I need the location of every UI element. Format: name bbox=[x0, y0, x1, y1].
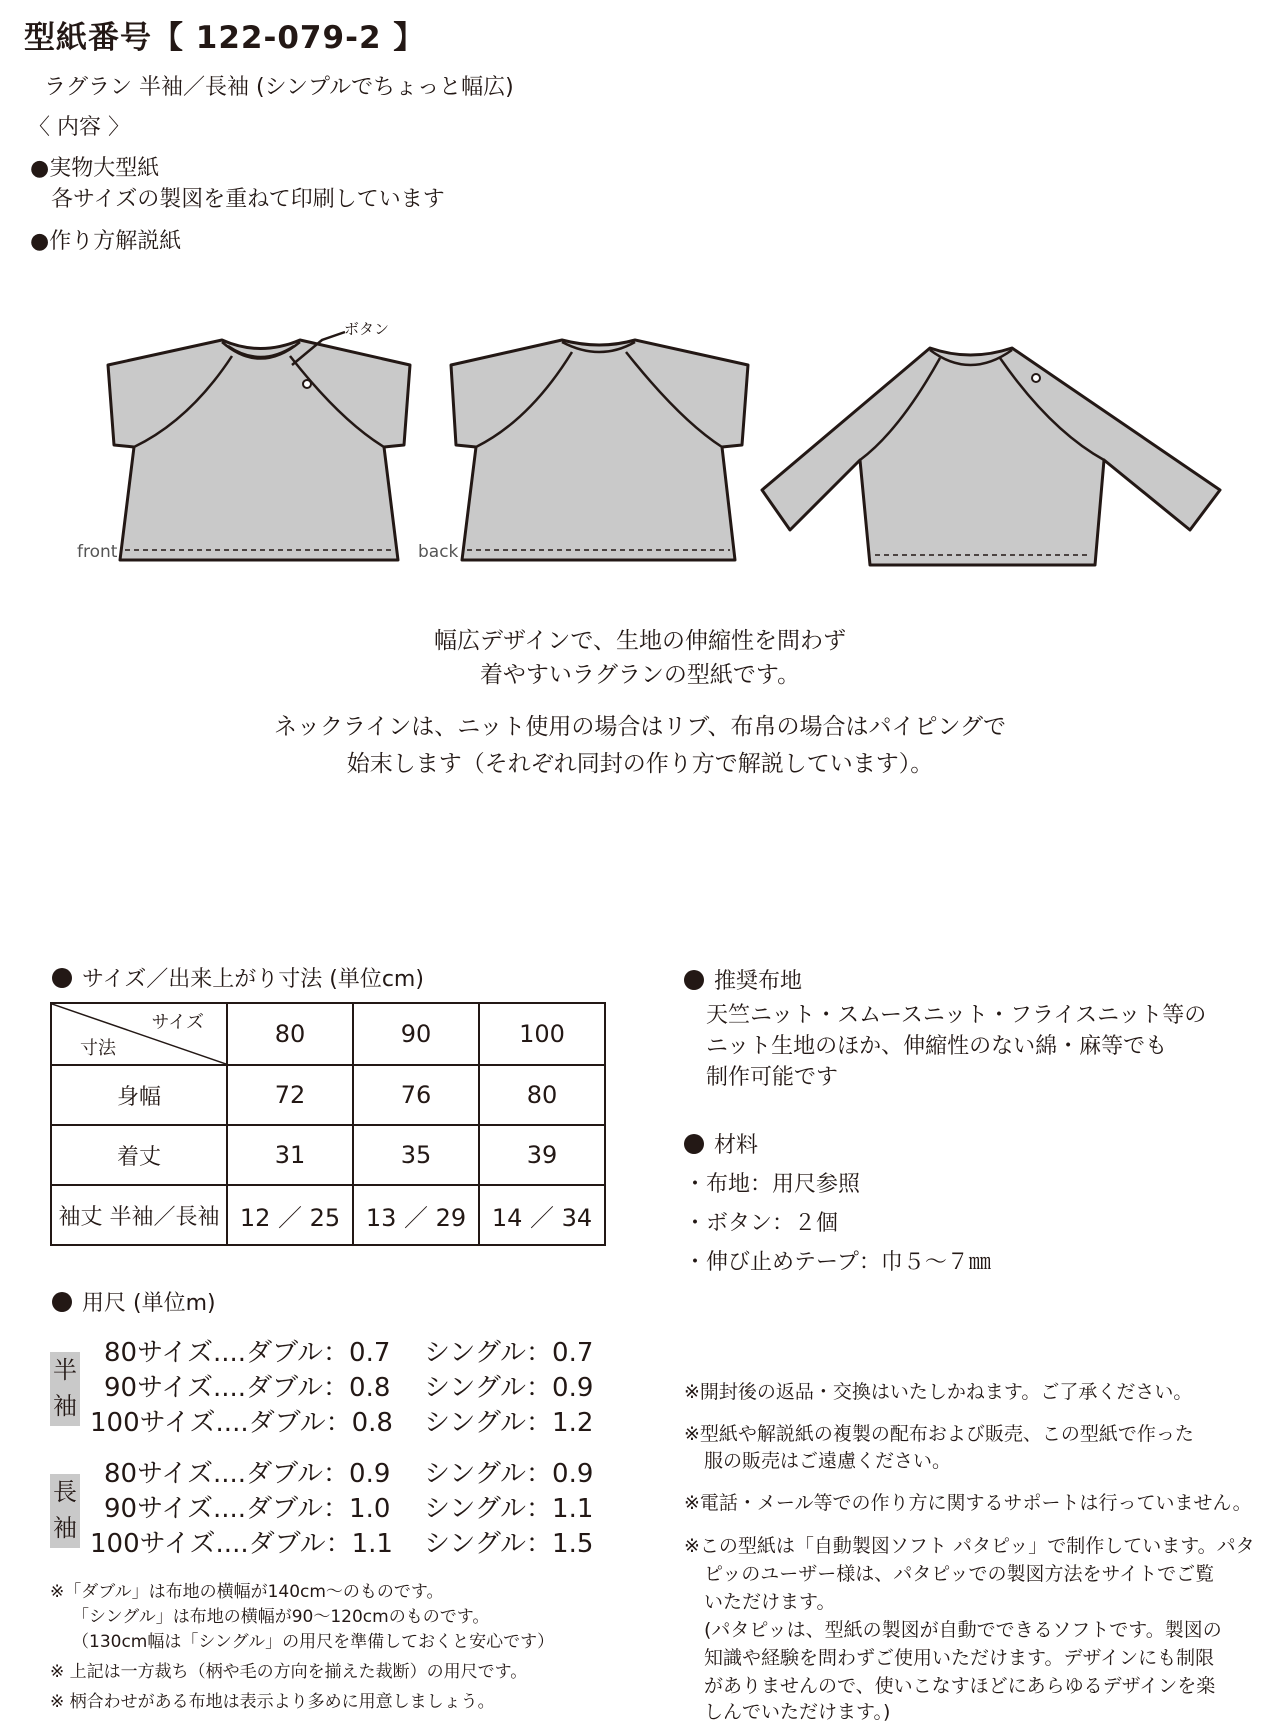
materials-item-button: ・ボタン：２個 bbox=[684, 1211, 839, 1236]
table-cell: 80 bbox=[479, 1065, 605, 1125]
size-table-heading: サイズ／出来上がり寸法 (単位cm) bbox=[52, 962, 424, 993]
yardage-short-90: 90サイズ....ダブル：0.8 bbox=[104, 1373, 391, 1403]
notice-software-5: 知識や経験を問わずご使用いただけます。デザインにも制限 bbox=[704, 1647, 1215, 1669]
contents-item-instructions: ●作り方解説紙 bbox=[30, 229, 182, 254]
notice-software-2: ピッのユーザー様は、パタピッでの製図方法をサイトでご覧 bbox=[704, 1563, 1215, 1585]
yardage-short-90-single: シングル：0.9 bbox=[424, 1373, 594, 1403]
row-label-sleeve: 袖丈 半袖／長袖 bbox=[51, 1185, 227, 1245]
back-label: back bbox=[418, 542, 459, 562]
materials-item-fabric: ・布地：用尺参照 bbox=[684, 1172, 861, 1197]
yardage-long-100: 100サイズ....ダブル：1.1 bbox=[90, 1529, 393, 1559]
description-line-1: 幅広デザインで、生地の伸縮性を問わず bbox=[434, 628, 846, 654]
yardage-note-single: 「シングル」は布地の横幅が90〜120cmのものです。 bbox=[72, 1607, 490, 1627]
long-sleeve-shirt bbox=[762, 348, 1220, 565]
notice-software-7: しんでいただけます。) bbox=[704, 1701, 891, 1723]
table-corner-cell bbox=[51, 1003, 227, 1065]
table-cell: 14 ／ 34 bbox=[479, 1185, 605, 1245]
table-cell: 12 ／ 25 bbox=[227, 1185, 353, 1245]
notice-support: ※電話・メール等での作り方に関するサポートは行っていません。 bbox=[684, 1492, 1252, 1514]
notice-returns: ※開封後の返品・交換はいたしかねます。ご了承ください。 bbox=[684, 1381, 1193, 1403]
fabric-heading: 推奨布地 bbox=[684, 964, 802, 995]
bullet-icon bbox=[684, 970, 704, 990]
description-line-2: 着やすいラグランの型紙です。 bbox=[479, 662, 801, 688]
table-row bbox=[51, 1065, 605, 1125]
corner-measure-label: 寸法 bbox=[80, 1038, 116, 1059]
pattern-subtitle: ラグラン 半袖／長袖 (シンプルでちょっと幅広) bbox=[44, 75, 514, 100]
materials-heading: 材料 bbox=[684, 1128, 758, 1159]
materials-item-tape: ・伸び止めテープ：巾５〜７㎜ bbox=[684, 1250, 991, 1275]
notice-software-1: ※この型紙は「自動製図ソフト パタピッ」で制作しています。パタ bbox=[684, 1535, 1255, 1557]
bullet-icon bbox=[52, 1292, 72, 1312]
yardage-short-80-single: シングル：0.7 bbox=[424, 1338, 594, 1368]
table-cell: 35 bbox=[353, 1125, 479, 1185]
contents-item-pattern: ●実物大型紙 bbox=[30, 156, 160, 181]
button-callout-label: ボタン bbox=[344, 320, 390, 338]
bullet-icon bbox=[684, 1134, 704, 1154]
garment-illustrations bbox=[0, 300, 1280, 580]
fabric-line-1: 天竺ニット・スムースニット・フライスニット等の bbox=[706, 1003, 1207, 1028]
back-short-sleeve-shirt bbox=[451, 340, 748, 560]
table-row bbox=[51, 1185, 605, 1245]
long-sleeve-badge: 長 袖 bbox=[50, 1474, 80, 1548]
table-cell: 39 bbox=[479, 1125, 605, 1185]
yardage-long-90-single: シングル：1.1 bbox=[424, 1494, 594, 1524]
yardage-heading: 用尺 (単位m) bbox=[52, 1286, 216, 1317]
contents-item-pattern-note: 各サイズの製図を重ねて印刷しています bbox=[51, 187, 445, 212]
short-sleeve-badge: 半 袖 bbox=[50, 1352, 80, 1426]
size-header-80: 80 bbox=[227, 1003, 353, 1065]
yardage-short-100: 100サイズ....ダブル：0.8 bbox=[90, 1408, 393, 1438]
table-cell: 72 bbox=[227, 1065, 353, 1125]
notice-copy-2: 服の販売はご遠慮ください。 bbox=[704, 1450, 952, 1472]
front-label: front bbox=[77, 542, 118, 562]
yardage-long-80: 80サイズ....ダブル：0.9 bbox=[104, 1459, 391, 1489]
yardage-long-90: 90サイズ....ダブル：1.0 bbox=[104, 1494, 391, 1524]
yardage-short-80: 80サイズ....ダブル：0.7 bbox=[104, 1338, 391, 1368]
notice-copy-1: ※型紙や解説紙の複製の配布および販売、この型紙で作った bbox=[684, 1423, 1194, 1445]
notice-software-6: がありませんので、使いこなすほどにあらゆるデザインを楽 bbox=[704, 1675, 1216, 1697]
notice-software-3: いただけます。 bbox=[704, 1591, 836, 1613]
yardage-short-100-single: シングル：1.2 bbox=[424, 1408, 594, 1438]
yardage-note-130: （130cm幅は「シングル」の用尺を準備しておくと安心です） bbox=[72, 1632, 555, 1652]
size-header-90: 90 bbox=[353, 1003, 479, 1065]
corner-size-label: サイズ bbox=[151, 1012, 204, 1033]
row-label-length: 着丈 bbox=[51, 1125, 227, 1185]
table-header-row bbox=[51, 1003, 605, 1065]
description-line-3: ネックラインは、ニット使用の場合はリブ、布帛の場合はパイピングで bbox=[273, 714, 1007, 740]
yardage-long-100-single: シングル：1.5 bbox=[424, 1529, 594, 1559]
bullet-icon bbox=[52, 968, 72, 988]
size-table bbox=[50, 1002, 606, 1246]
table-cell: 31 bbox=[227, 1125, 353, 1185]
notice-software-4: (パタピッは、型紙の製図が自動でできるソフトです。製図の bbox=[704, 1619, 1222, 1641]
pattern-number-title: 型紙番号【 122-079-2 】 bbox=[24, 20, 426, 56]
table-row bbox=[51, 1125, 605, 1185]
yardage-note-pattern: ※ 柄合わせがある布地は表示より多めに用意しましょう。 bbox=[50, 1692, 495, 1712]
size-header-100: 100 bbox=[479, 1003, 605, 1065]
yardage-note-double: ※「ダブル」は布地の横幅が140cm〜のものです。 bbox=[50, 1582, 444, 1602]
table-cell: 76 bbox=[353, 1065, 479, 1125]
fabric-line-2: ニット生地のほか、伸縮性のない綿・麻等でも bbox=[706, 1034, 1168, 1059]
description-line-4: 始末します（それぞれ同封の作り方で解説しています）。 bbox=[346, 751, 934, 777]
contents-heading: 〈 内容 〉 bbox=[28, 115, 130, 140]
yardage-note-oneway: ※ 上記は一方裁ち（柄や毛の方向を揃えた裁断）の用尺です。 bbox=[50, 1662, 528, 1682]
yardage-long-80-single: シングル：0.9 bbox=[424, 1459, 594, 1489]
table-cell: 13 ／ 29 bbox=[353, 1185, 479, 1245]
row-label-width: 身幅 bbox=[51, 1065, 227, 1125]
fabric-line-3: 制作可能です bbox=[706, 1065, 839, 1090]
front-short-sleeve-shirt bbox=[108, 340, 410, 560]
